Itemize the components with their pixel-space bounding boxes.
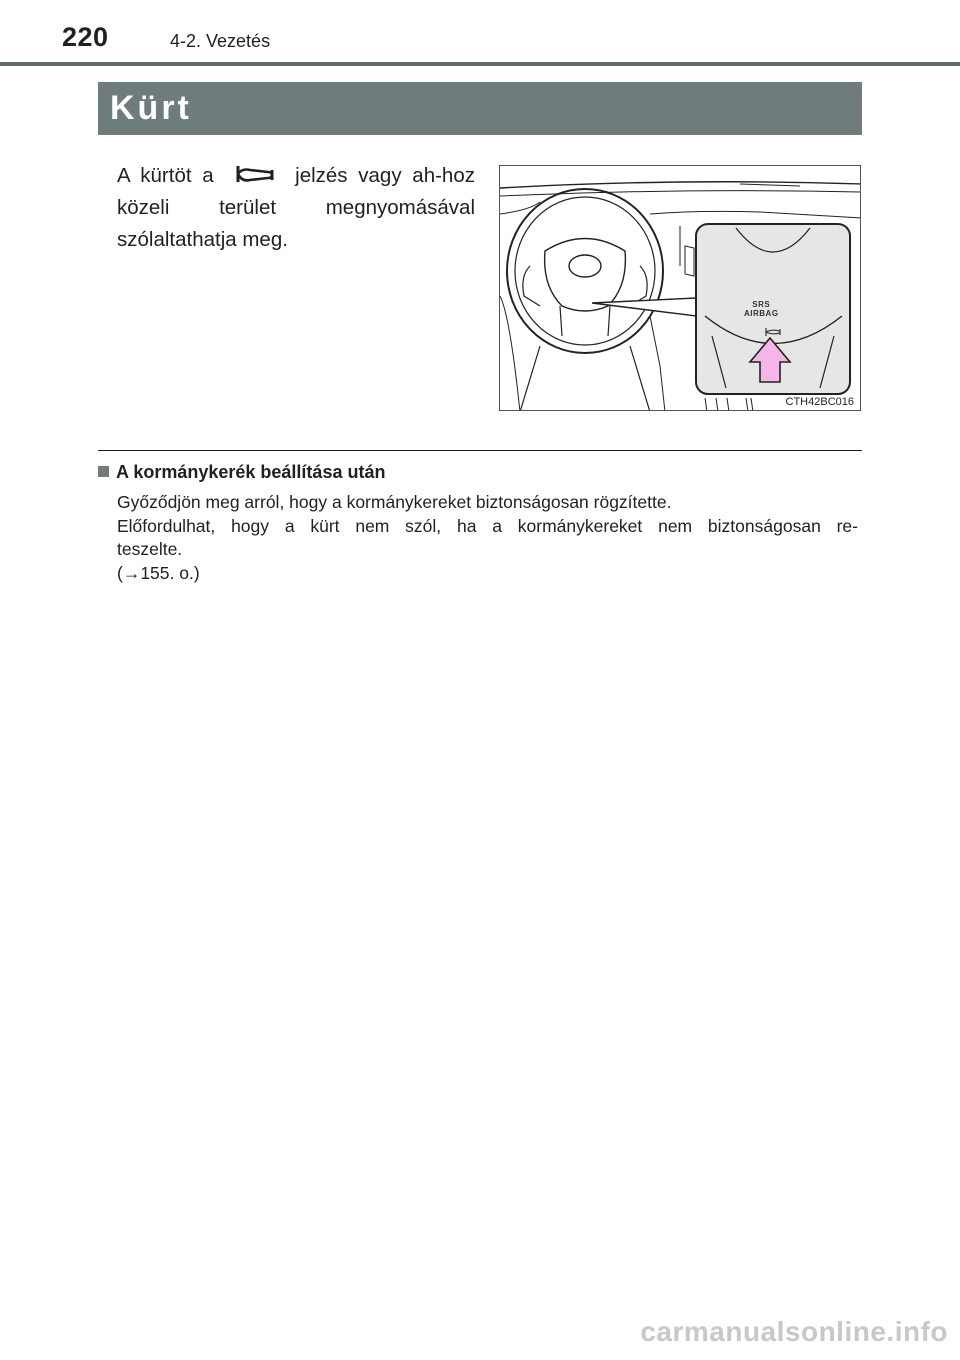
reference-arrow-icon: → [122,562,141,583]
note-heading-text: A kormánykerék beállítása után [116,462,386,482]
note-body [117,491,858,585]
footer-watermark: carmanualsonline.info [640,1316,948,1347]
note-bullet-square [98,466,109,477]
intro-paragraph [117,160,475,256]
note-reference[interactable] [117,562,858,586]
horn-icon [224,162,284,188]
airbag-label [744,300,779,318]
header-rule [0,62,960,66]
section-label: 4-2. Vezetés [170,31,271,51]
page-header [0,0,960,70]
reference-page-text: 155. o.) [140,562,200,583]
steering-wheel-figure [499,165,861,411]
note-line-2: Előfordulhat, hogy a kürt nem szól, ha a kormánykereket nem biztonságosan re- [117,515,858,536]
reference-open-paren: ( [117,562,123,583]
note-heading [98,462,385,483]
section-divider [98,450,862,451]
steering-wheel-illustration [500,166,861,411]
intro-text-before: A kürtöt a [117,164,214,187]
intro-text-after: jelzés vagy ah-hoz közeli terület megnyomásával szólaltathatja meg. [117,164,475,251]
airbag-label-line2: AIRBAG [744,309,779,318]
figure-code: CTH42BC016 [785,396,854,408]
title-bar [98,82,862,135]
note-line-1: Győződjön meg arról, hogy a kormánykereket biztonságosan rögzítette. [117,492,672,512]
airbag-label-line1: SRS [752,300,771,309]
page-number: 220 [62,22,109,52]
note-line-3: teszelte. [117,539,183,559]
page-title: Kürt [110,89,192,127]
